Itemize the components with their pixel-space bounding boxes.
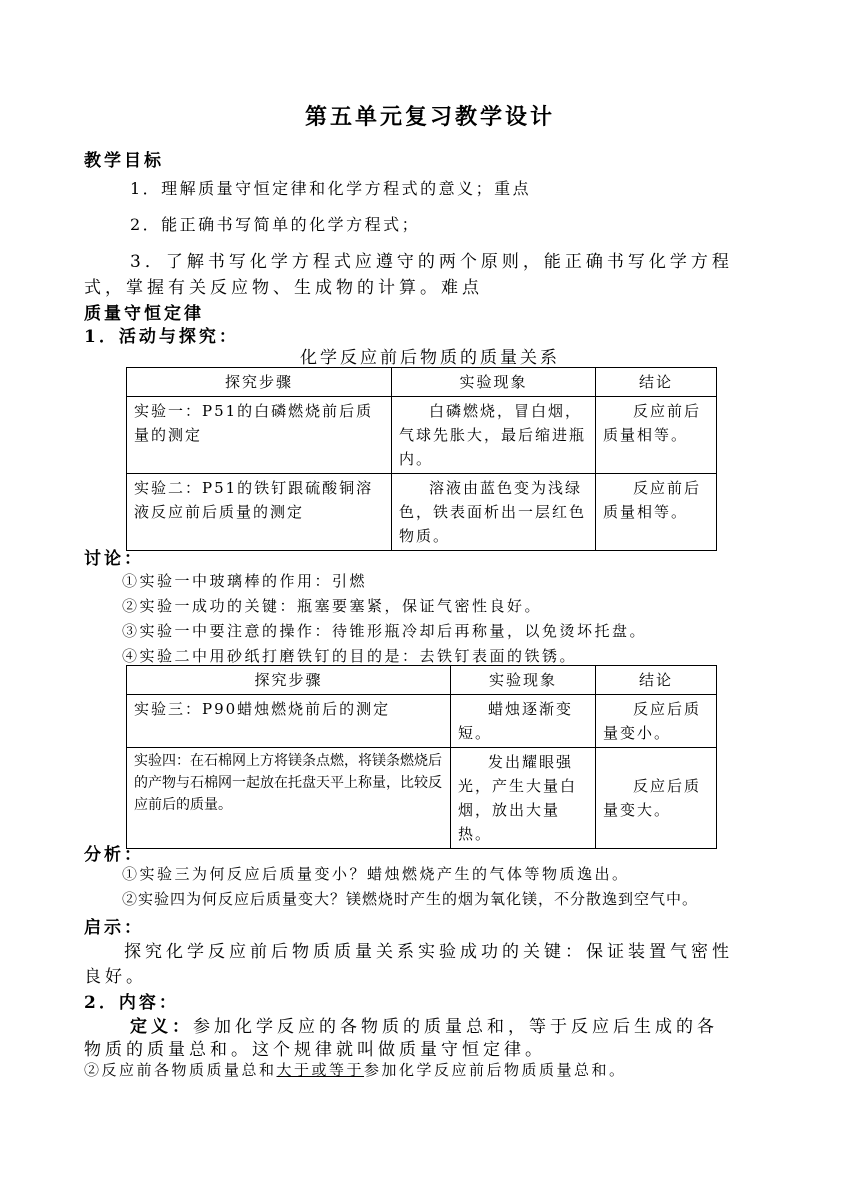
content-item-2-underlined: 大于或等于 bbox=[276, 1061, 365, 1079]
table1-header-phenomenon: 实验现象 bbox=[392, 368, 596, 397]
table1-caption: 化学反应前后物质的质量关系 bbox=[300, 348, 560, 368]
table2-r1-conclusion: 反应后质量变小。 bbox=[596, 695, 717, 748]
goals-heading: 教学目标 bbox=[84, 151, 164, 171]
goal-3: 3．了解书写化学方程式应遵守的两个原则，能正确书写化学方程 bbox=[130, 252, 733, 272]
table1-r2-phenomenon: 溶液由蓝色变为浅绿色，铁表面析出一层红色物质。 bbox=[392, 474, 596, 551]
table2-r1-phenomenon: 蜡烛逐渐变短。 bbox=[451, 695, 596, 748]
page-title: 第五单元复习教学设计 bbox=[304, 104, 555, 130]
section-law-heading: 质量守恒定律 bbox=[84, 304, 204, 324]
definition-line-1 bbox=[130, 1012, 718, 1037]
table-2 bbox=[126, 665, 717, 849]
table2-r2-phenomenon: 发出耀眼强光，产生大量白烟，放出大量热。 bbox=[451, 748, 596, 849]
table2-header-phenomenon: 实验现象 bbox=[451, 666, 596, 695]
table-row bbox=[127, 695, 717, 748]
discussion-item-3: ③实验一中要注意的操作：待锥形瓶冷却后再称量，以免烫坏托盘。 bbox=[122, 622, 648, 640]
table-1 bbox=[126, 367, 717, 551]
content-item-2-suffix: 参加化学反应前后物质质量总和。 bbox=[364, 1061, 627, 1079]
analysis-item-2: ②实验四为何反应后质量变大？镁燃烧时产生的烟为氧化镁，不分散逸到空气中。 bbox=[122, 890, 699, 908]
insight-line-1: 探究化学反应前后物质质量关系实验成功的关键：保证装置气密性 bbox=[124, 942, 733, 962]
table2-header-conclusion: 结论 bbox=[596, 666, 717, 695]
discussion-item-4: ④实验二中用砂纸打磨铁钉的目的是：去铁钉表面的铁锈。 bbox=[122, 647, 578, 665]
table1-r1-step: 实验一：P51的白磷燃烧前后质量的测定 bbox=[127, 397, 392, 474]
table1-r2-step: 实验二：P51的铁钉跟硫酸铜溶液反应前后质量的测定 bbox=[127, 474, 392, 551]
definition-line-2: 物质的质量总和。这个规律就叫做质量守恒定律。 bbox=[84, 1040, 546, 1060]
table2-header-step: 探究步骤 bbox=[127, 666, 451, 695]
analysis-heading: 分析： bbox=[84, 845, 144, 865]
goal-3-cont: 式，掌握有关反应物、生成物的计算。难点 bbox=[84, 278, 483, 298]
table2-header-row bbox=[127, 666, 717, 695]
definition-text-1: 参加化学反应的各物质的质量总和，等于反应后生成的各 bbox=[193, 1017, 718, 1037]
table1-header-step: 探究步骤 bbox=[127, 368, 392, 397]
goal-1: 1．理解质量守恒定律和化学方程式的意义；重点 bbox=[130, 179, 532, 198]
analysis-item-1: ①实验三为何反应后质量变小？蜡烛燃烧产生的气体等物质逸出。 bbox=[122, 865, 630, 883]
table-row bbox=[127, 474, 717, 551]
activity-heading: 1．活动与探究： bbox=[84, 327, 239, 347]
content-item-2-prefix: ②反应前各物质质量总和 bbox=[84, 1061, 277, 1079]
insight-line-2: 良好。 bbox=[84, 967, 147, 987]
content-heading: 2．内容： bbox=[84, 993, 179, 1013]
discussion-heading: 讨论： bbox=[84, 549, 144, 569]
discussion-item-1: ①实验一中玻璃棒的作用：引燃 bbox=[122, 572, 368, 590]
definition-label: 定义： bbox=[130, 1017, 193, 1037]
goal-2: 2．能正确书写简单的化学方程式； bbox=[130, 215, 421, 234]
table-row bbox=[127, 748, 717, 849]
table2-r2-conclusion: 反应后质量变大。 bbox=[596, 748, 717, 849]
table-row bbox=[127, 397, 717, 474]
table2-r2-step: 实验四：在石棉网上方将镁条点燃，将镁条燃烧后的产物与石棉网一起放在托盘天平上称量，比较反应前后的质量。 bbox=[127, 748, 451, 849]
discussion-item-2: ②实验一成功的关键：瓶塞要塞紧，保证气密性良好。 bbox=[122, 597, 543, 615]
insight-heading: 启示： bbox=[84, 918, 144, 938]
table1-r1-conclusion: 反应前后质量相等。 bbox=[596, 397, 717, 474]
table2-r1-step: 实验三：P90蜡烛燃烧前后的测定 bbox=[127, 695, 451, 748]
table1-r2-conclusion: 反应前后质量相等。 bbox=[596, 474, 717, 551]
table1-header-row bbox=[127, 368, 717, 397]
table1-header-conclusion: 结论 bbox=[596, 368, 717, 397]
content-item-2 bbox=[84, 1059, 627, 1080]
table1-r1-phenomenon: 白磷燃烧，冒白烟，气球先胀大，最后缩进瓶内。 bbox=[392, 397, 596, 474]
